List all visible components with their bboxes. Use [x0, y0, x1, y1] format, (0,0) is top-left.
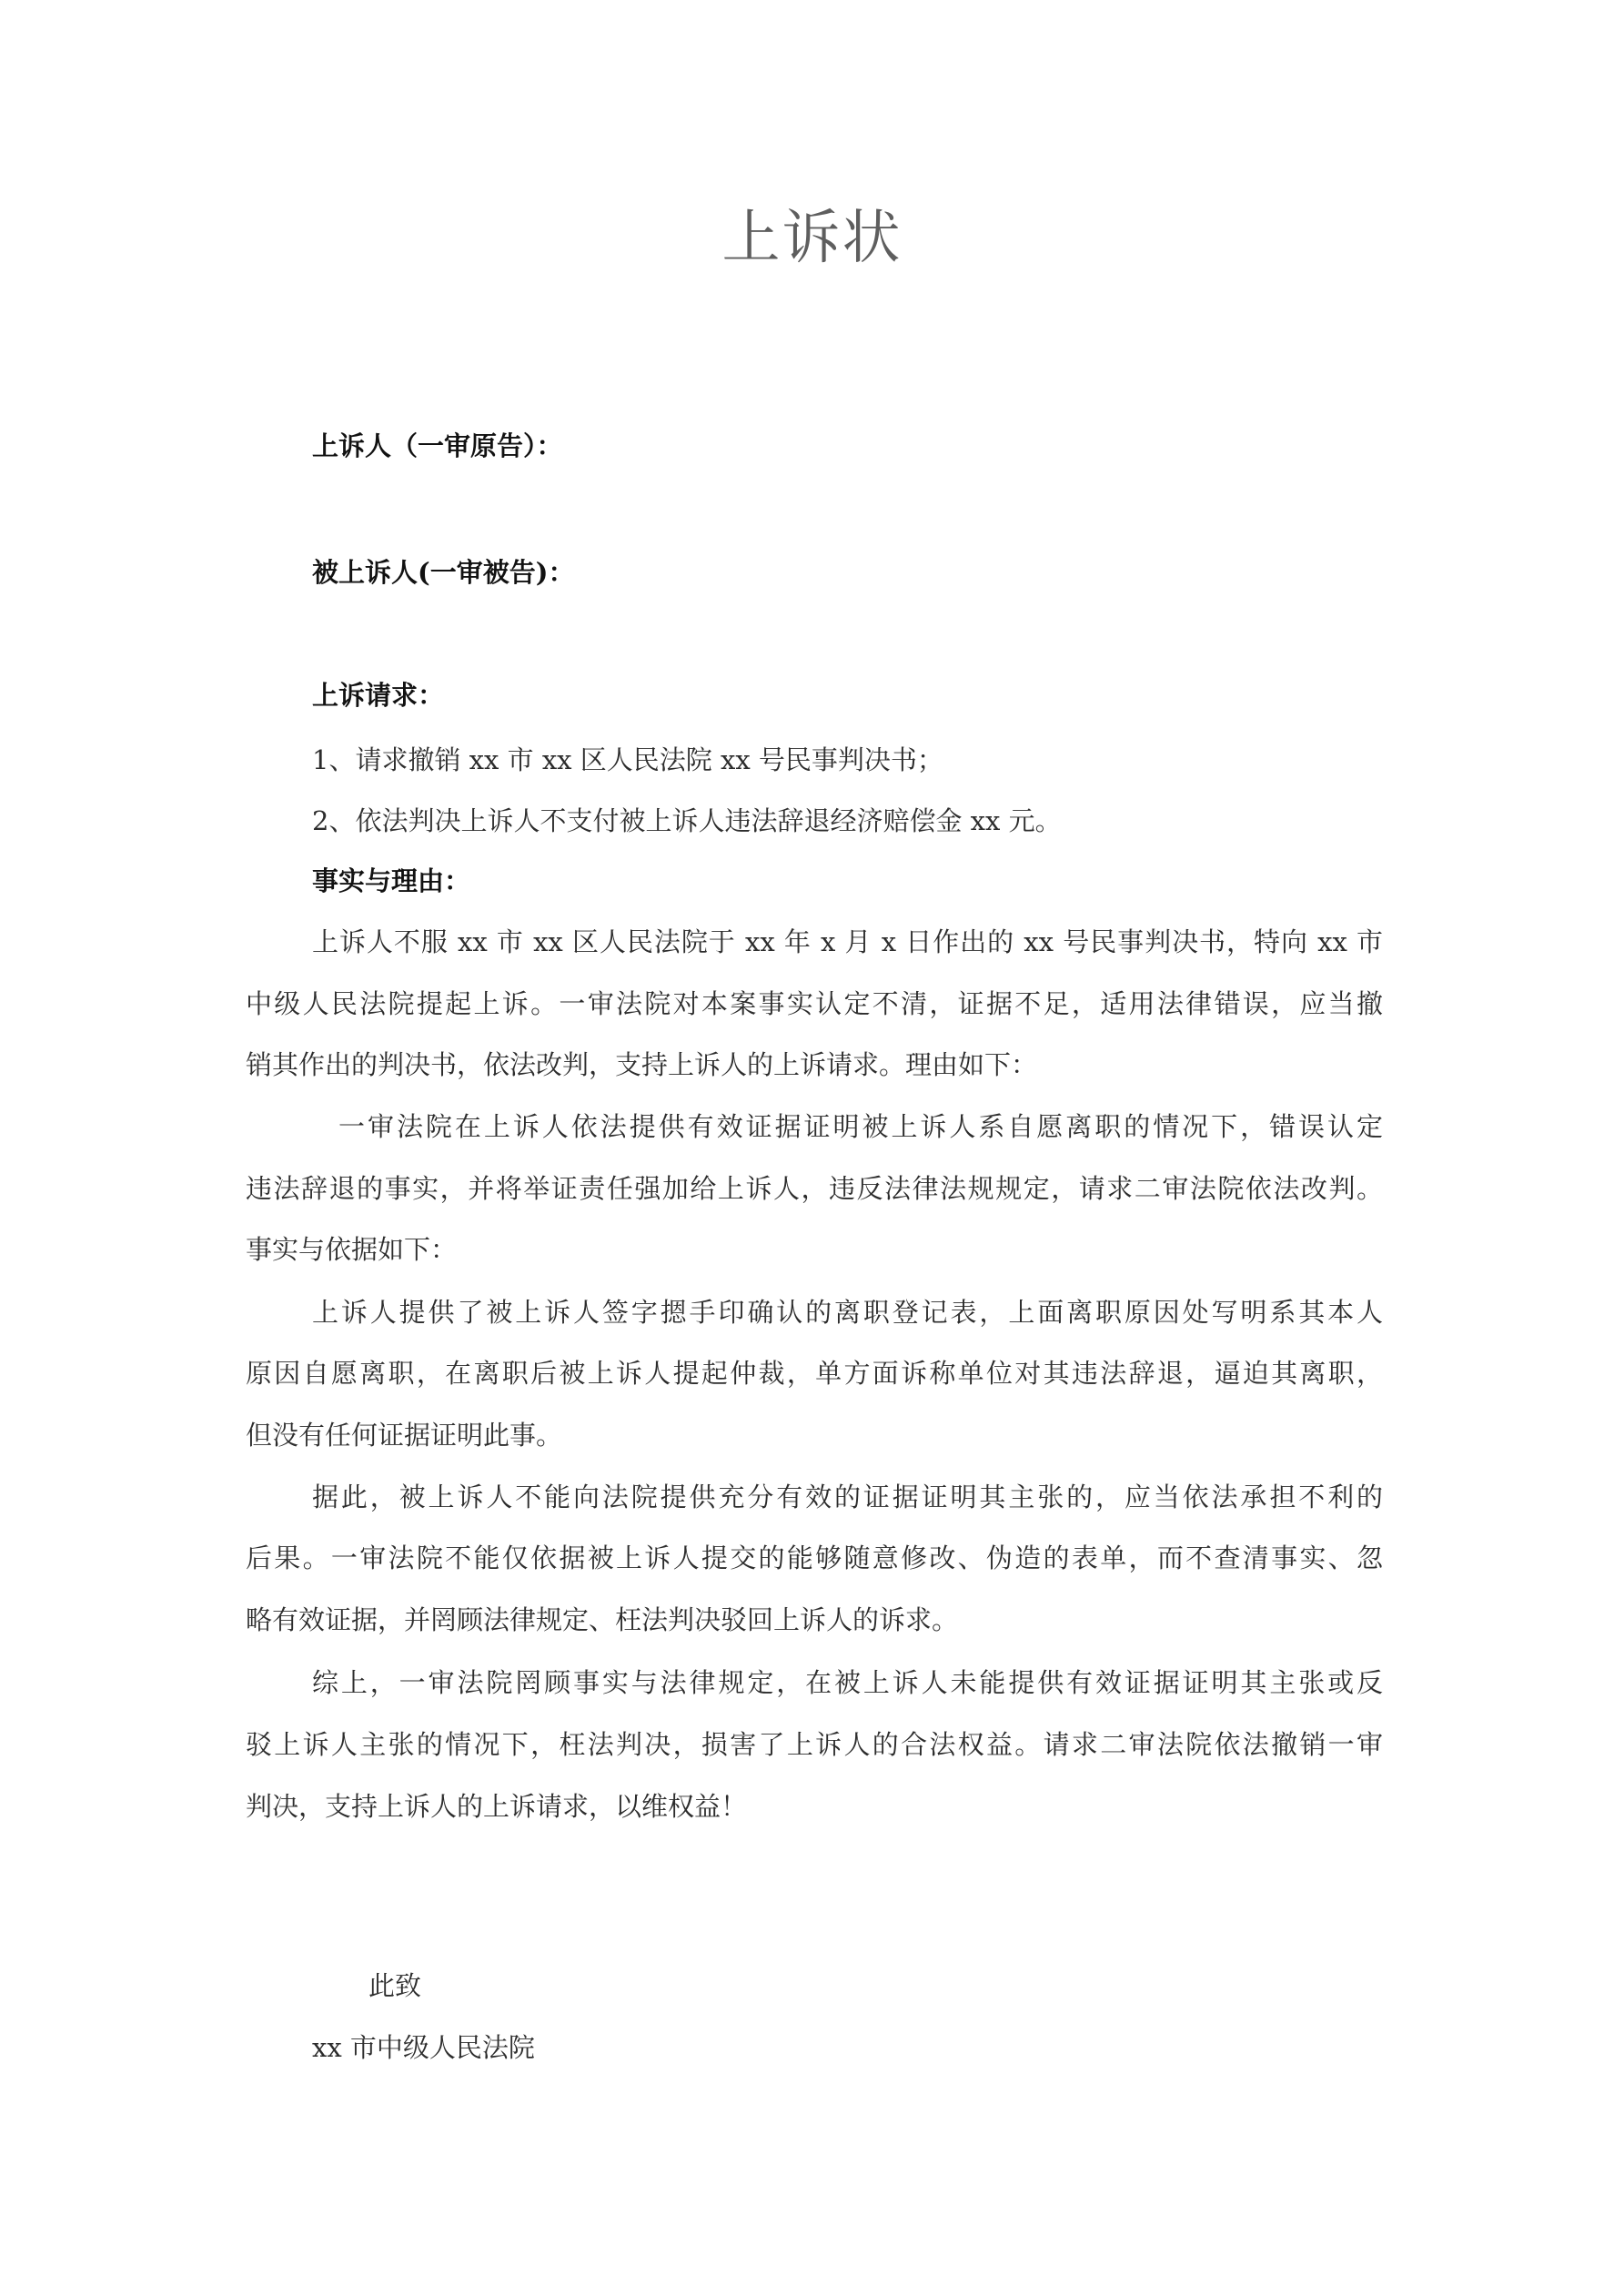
claim-item-2: 2、依法判决上诉人不支付被上诉人违法辞退经济赔偿金 xx 元。	[312, 805, 1062, 836]
paragraph-5-line-3: 判决，支持上诉人的上诉请求，以维权益！	[246, 1791, 748, 1822]
paragraph-1-line-2: 中级人民法院提起上诉。一审法院对本案事实认定不清，证据不足，适用法律错误，应当撤	[246, 988, 1383, 1019]
paragraph-2-line-3: 事实与依据如下：	[246, 1234, 458, 1265]
appellant-label: 上诉人（一审原告）：	[312, 430, 563, 461]
paragraph-4-line-2: 后果。一审法院不能仅依据被上诉人提交的能够随意修改、伪造的表单，而不查清事实、忽	[246, 1542, 1383, 1573]
claim-item-1: 1、请求撤销 xx 市 xx 区人民法院 xx 号民事判决书；	[312, 744, 943, 775]
court-addressee: xx 市中级人民法院	[312, 2032, 535, 2063]
paragraph-5-line-1: 综上，一审法院罔顾事实与法律规定，在被上诉人未能提供有效证据证明其主张或反	[312, 1667, 1383, 1698]
paragraph-3-line-3: 但没有任何证据证明此事。	[246, 1420, 563, 1451]
claims-heading: 上诉请求：	[312, 680, 445, 711]
appellee-label: 被上诉人(一审被告)：	[312, 557, 575, 588]
paragraph-1-line-3: 销其作出的判决书，依法改判，支持上诉人的上诉请求。理由如下：	[246, 1049, 1038, 1080]
paragraph-3-line-1: 上诉人提供了被上诉人签字摁手印确认的离职登记表，上面离职原因处写明系其本人	[312, 1297, 1383, 1328]
paragraph-1-line-1: 上诉人不服 xx 市 xx 区人民法院于 xx 年 x 月 x 日作出的 xx 号民事判决书，特向 xx 市	[312, 926, 1383, 957]
paragraph-2-line-2: 违法辞退的事实，并将举证责任强加给上诉人，违反法律法规规定，请求二审法院依法改判。	[246, 1173, 1383, 1204]
facts-heading: 事实与理由：	[312, 865, 471, 896]
paragraph-3-line-2: 原因自愿离职，在离职后被上诉人提起仲裁，单方面诉称单位对其违法辞退，逼迫其离职，	[246, 1358, 1383, 1389]
paragraph-2-line-1: 一审法院在上诉人依法提供有效证据证明被上诉人系自愿离职的情况下，错误认定	[338, 1111, 1383, 1142]
paragraph-4-line-3: 略有效证据，并罔顾法律规定、枉法判决驳回上诉人的诉求。	[246, 1604, 959, 1635]
closing-salutation: 此致	[368, 1970, 422, 2001]
paragraph-5-line-2: 驳上诉人主张的情况下，枉法判决，损害了上诉人的合法权益。请求二审法院依法撤销一审	[246, 1729, 1383, 1760]
document-title: 上诉状	[721, 205, 903, 272]
paragraph-4-line-1: 据此，被上诉人不能向法院提供充分有效的证据证明其主张的，应当依法承担不利的	[312, 1482, 1383, 1512]
